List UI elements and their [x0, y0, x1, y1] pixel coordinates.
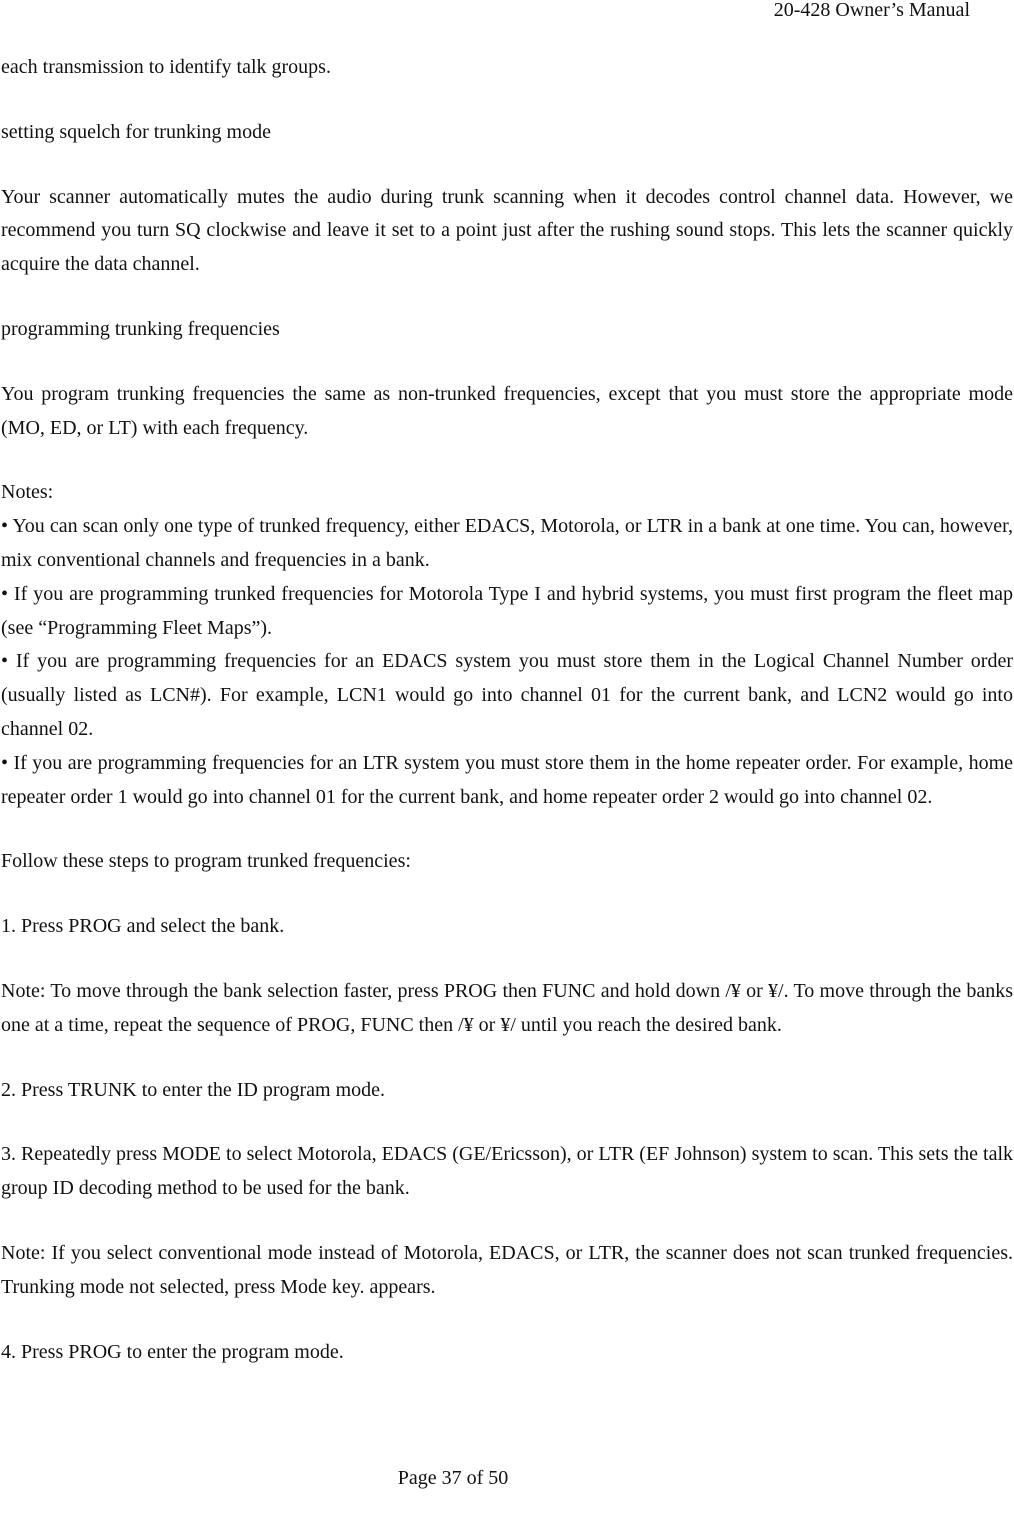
page-number: Page 37 of 50 [397, 1467, 509, 1489]
step-2: 2. Press TRUNK to enter the ID program mode. [1, 1078, 386, 1101]
programming-paragraph: You program trunking frequencies the same as non-trunked frequencies, except that you must store the appropriate mode (MO, ED, or LT) with each frequency. [1, 382, 1013, 439]
step-1: 1. Press PROG and select the bank. [1, 915, 285, 938]
manual-title-header: 20-428 Owner’s Manual [773, 0, 970, 21]
note-item: • If you are programming trunked frequencies for Motorola Type I and hybrid systems, you must first program the fleet map (see “Programming Fleet Maps”). [1, 582, 1013, 639]
step-1-note: Note: To move through the bank selection faster, press PROG then FUNC and hold down /¥ or ¥/. To move through the banks one at a time, repeat the sequence of PROG, FUNC then /¥ or ¥/ until you reach the desired bank. [1, 979, 1013, 1036]
squelch-heading: setting squelch for trunking mode [1, 120, 271, 143]
step-4: 4. Press PROG to enter the program mode. [1, 1340, 344, 1363]
page-body [1, 51, 1013, 1369]
follow-steps-paragraph: Follow these steps to program trunked frequencies: [1, 850, 411, 873]
intro-paragraph: each transmission to identify talk groups. [1, 56, 331, 78]
note-item: • If you are programming frequencies for an LTR system you must store them in the home repeater order. For example, home repeater order 1 would go into channel 01 for the current bank, and home repeater order 2 would go into channel 02. [1, 751, 1013, 808]
squelch-paragraph: Your scanner automatically mutes the audio during trunk scanning when it decodes control channel data. However, we recommend you turn SQ clockwise and leave it set to a point just after the rushing sound stops. This lets the scanner quickly acquire the data channel. [1, 185, 1013, 276]
note-item: • You can scan only one type of trunked frequency, either EDACS, Motorola, or LTR in a bank at one time. You can, however, mix conventional channels and frequencies in a bank. [1, 515, 1013, 571]
programming-heading: programming trunking frequencies [1, 317, 280, 340]
step-3-note: Note: If you select conventional mode instead of Motorola, EDACS, or LTR, the scanner does not scan trunked frequencies. Trunking mode not selected, press Mode key. appears. [1, 1241, 1013, 1298]
note-item: • If you are programming frequencies for an EDACS system you must store them in the Logical Channel Number order (usually listed as LCN#). For example, LCN1 would go into channel 01 for the current bank, and LCN2 would go into channel 02. [1, 650, 1013, 740]
step-3: 3. Repeatedly press MODE to select Motorola, EDACS (GE/Ericsson), or LTR (EF Johnson) system to scan. This sets the talk group ID decoding method to be used for the bank. [1, 1143, 1013, 1200]
page-footer [0, 1466, 1014, 1490]
notes-label: Notes: [1, 481, 54, 504]
